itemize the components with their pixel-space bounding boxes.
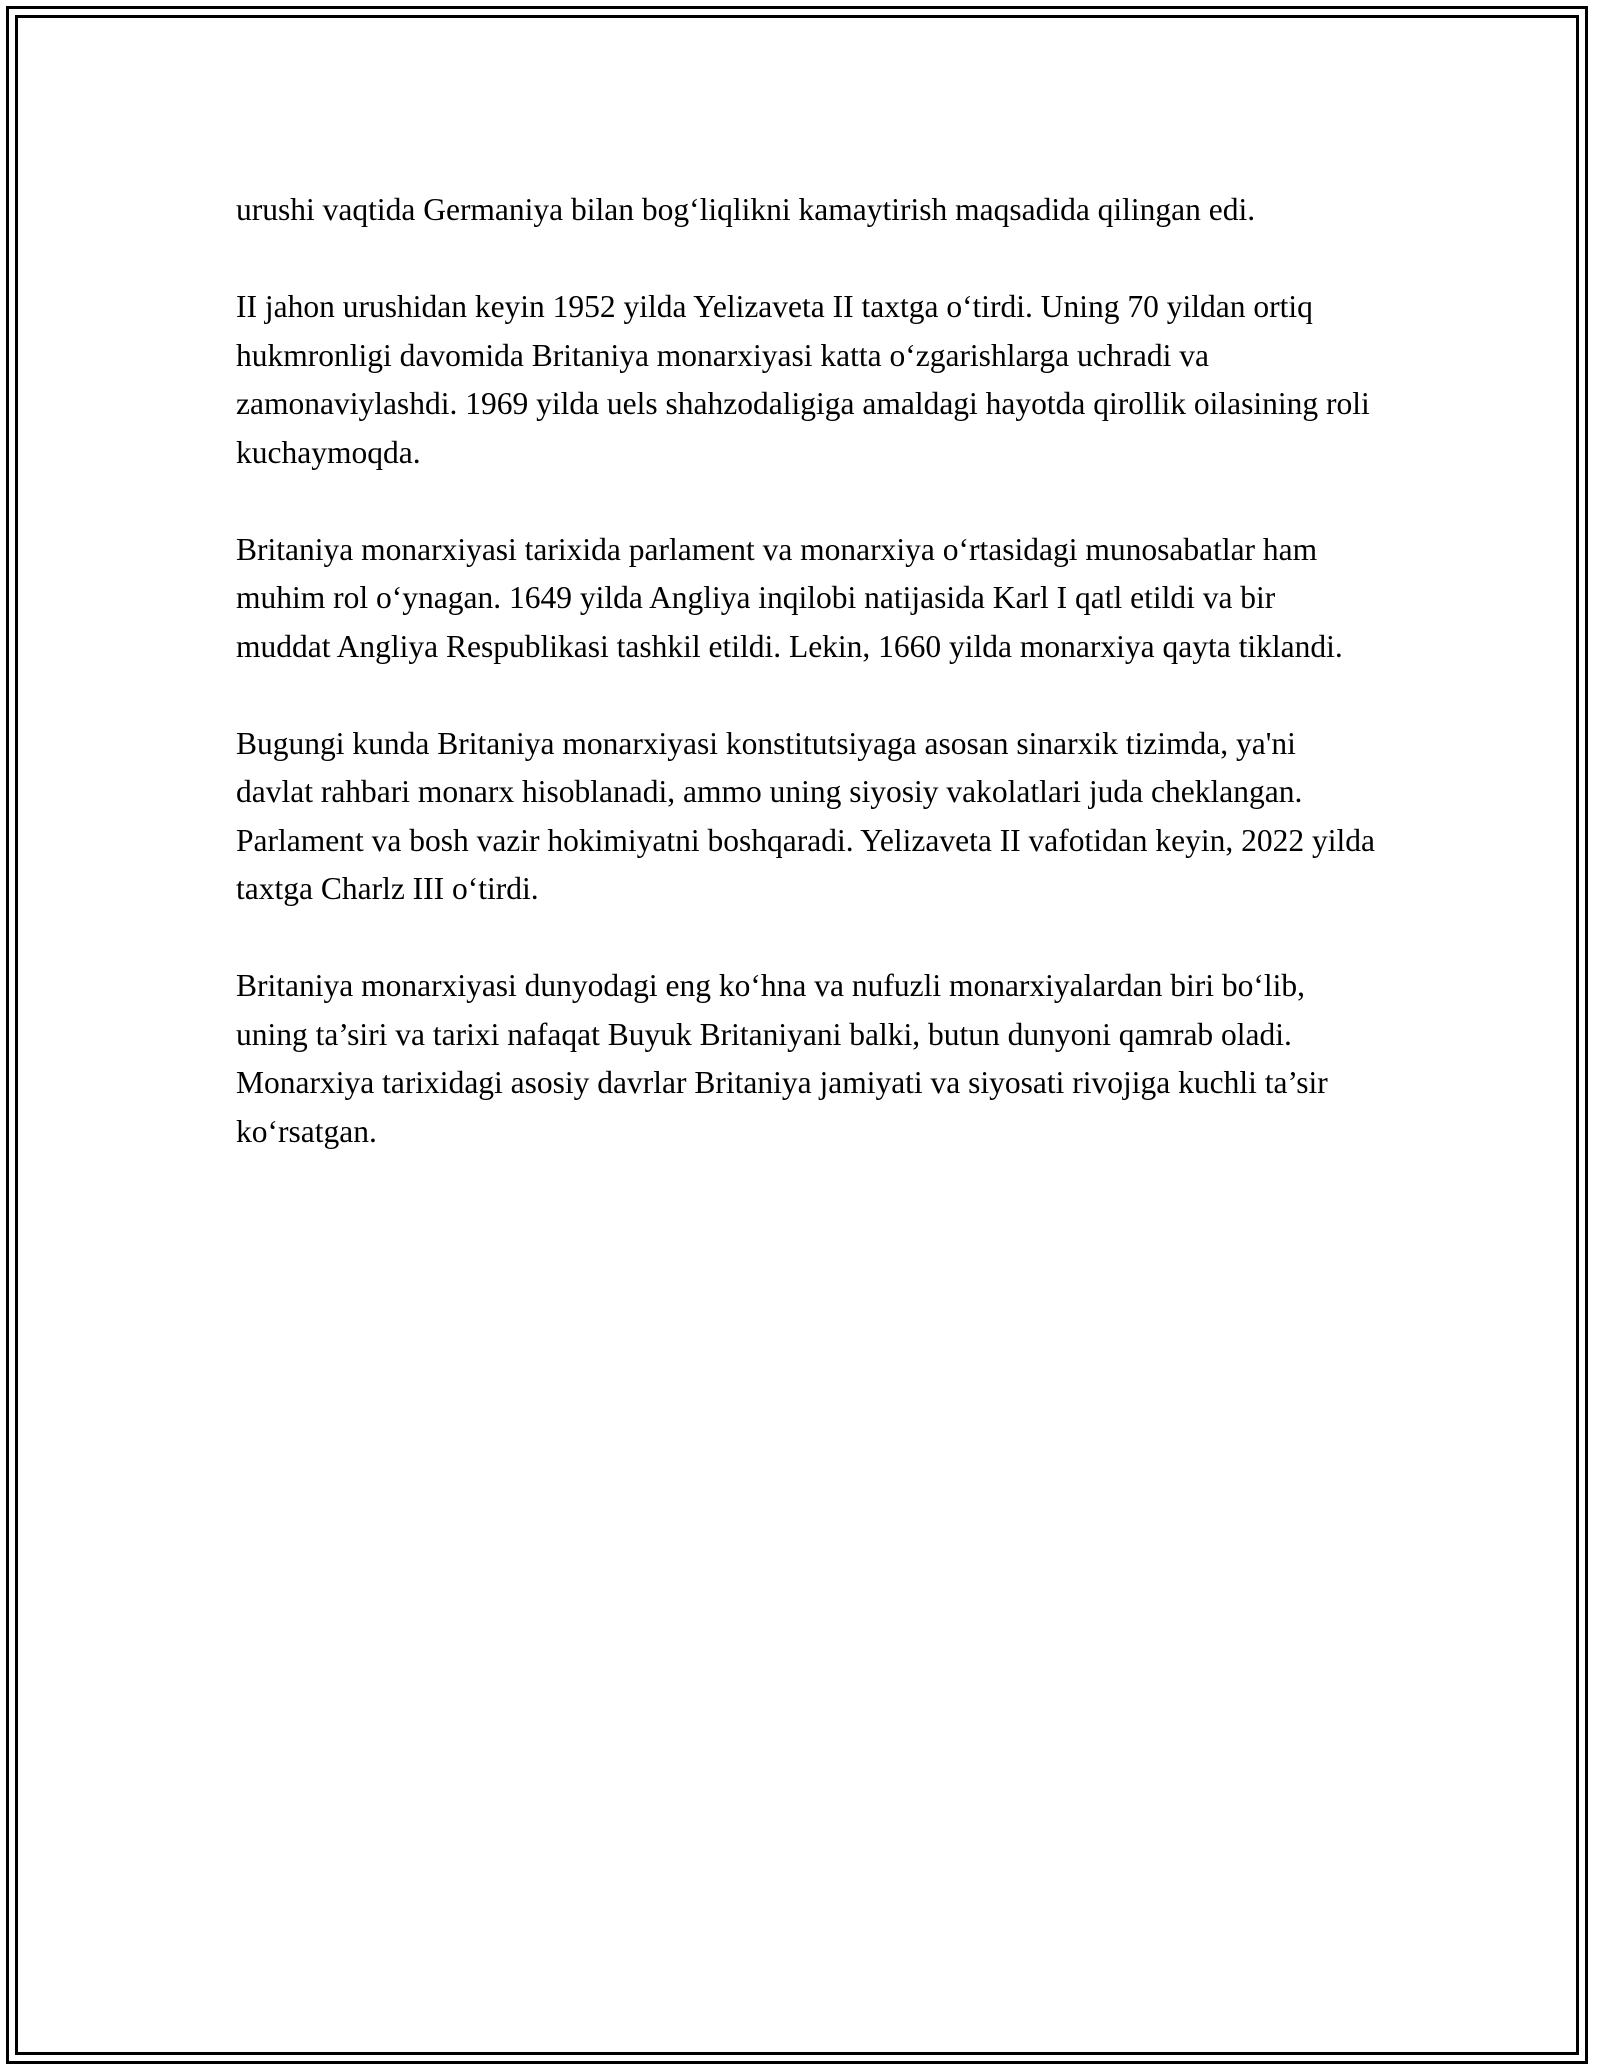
paragraph-4: Bugungi kunda Britaniya monarxiyasi konstitutsiyaga asosan sinarxik tizimda, ya'ni davlat rahbari monarx hisoblanadi, ammo uning siyosiy vakolatlari juda cheklangan. Parlament va bosh vazir hokimiyatni boshqaradi. Yelizaveta II vafotidan keyin, 2022 yilda taxtga Charlz III o‘tirdi. <box>236 725 1375 906</box>
document-body <box>236 186 1376 1205</box>
paragraph-3: Britaniya monarxiyasi tarixida parlament va monarxiya o‘rtasidagi munosabatlar ham muhim rol o‘ynagan. 1649 yilda Angliya inqilobi natijasida Karl I qatl etildi va bir muddat Angliya Respublikasi tashkil etildi. Lekin, 1660 yilda monarxiya qayta tiklandi. <box>236 531 1343 664</box>
paragraph-2: II jahon urushidan keyin 1952 yilda Yelizaveta II taxtga o‘tirdi. Uning 70 yildan ortiq hukmronligi davomida Britaniya monarxiyasi katta o‘zgarishlarga uchradi va zamonaviylashdi. 1969 yilda uels shahzodaligiga amaldagi hayotda qirollik oilasining roli kuchaymoqda. <box>236 289 1370 470</box>
paragraph-5: Britaniya monarxiyasi dunyodagi eng ko‘hna va nufuzli monarxiyalardan biri bo‘lib, uning ta’siri va tarixi nafaqat Buyuk Britaniyani balki, butun dunyoni qamrab oladi. Monarxiya tarixidagi asosiy davrlar Britaniya jamiyati va siyosati rivojiga kuchli ta’sir ko‘rsatgan. <box>236 968 1328 1149</box>
paragraph-1: urushi vaqtida Germaniya bilan bog‘liqlikni kamaytirish maqsadida qilingan edi. <box>236 192 1256 227</box>
